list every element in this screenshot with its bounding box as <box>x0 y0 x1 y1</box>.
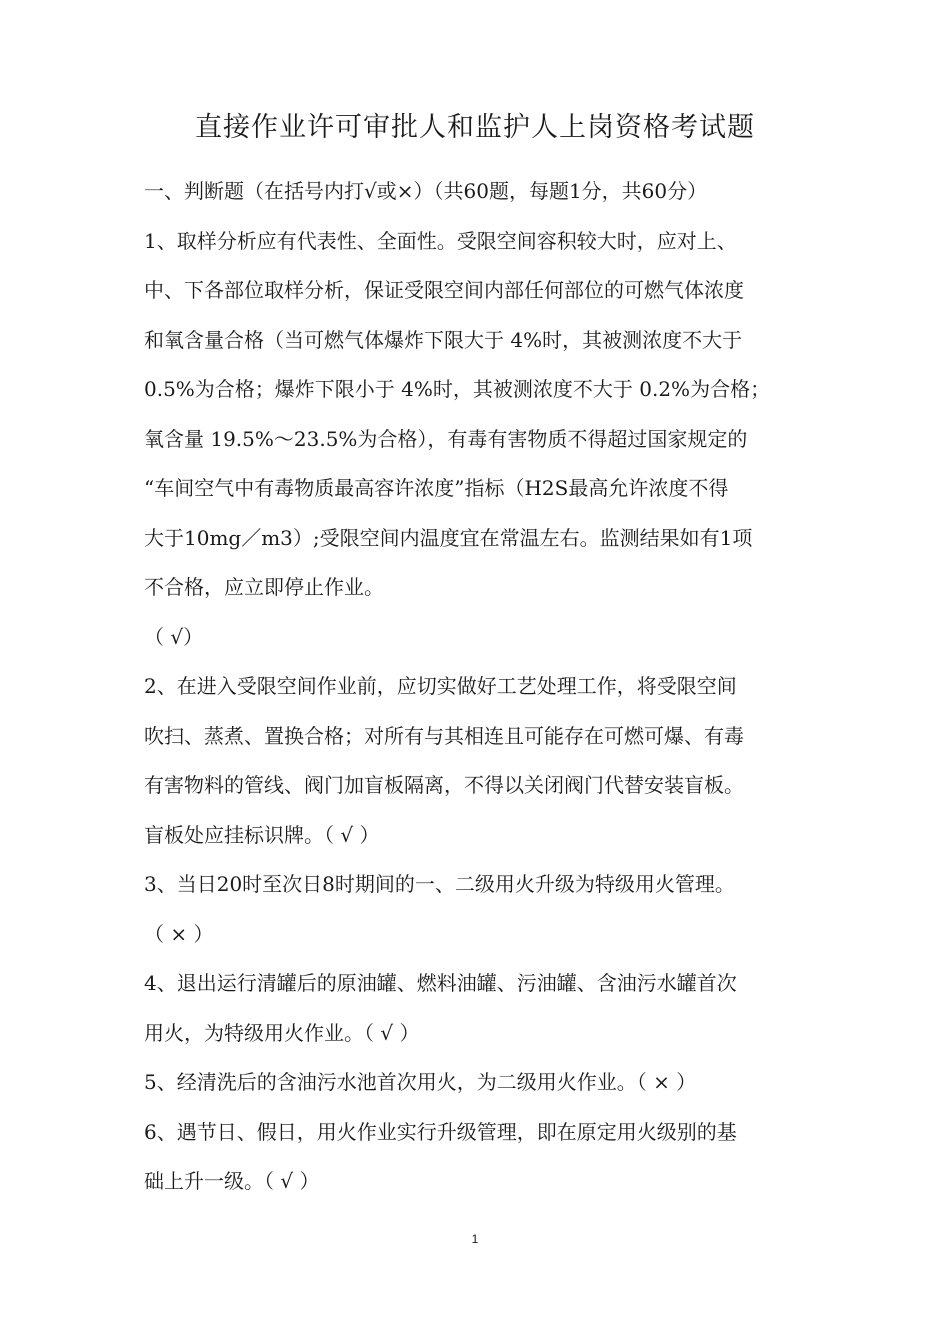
question-4-line-2: 用火，为特级用火作业。（ √ ） <box>144 1020 420 1045</box>
document-title: 直接作业许可审批人和监护人上岗资格考试题 <box>195 112 755 143</box>
question-1-line-3: 和氧含量合格（当可燃气体爆炸下限大于 4%时，其被测浓度不大于 <box>144 327 743 352</box>
question-1-line-5: 氧含量 19.5%～23.5%为合格），有毒有害物质不得超过国家规定的 <box>144 426 748 451</box>
question-1-answer: （ √） <box>144 624 204 649</box>
question-1-line-7: 大于10mg／m3）;受限空间内温度宜在常温左右。监测结果如有1项 <box>144 525 753 550</box>
question-1-line-2: 中、下各部位取样分析，保证受限空间内部任何部位的可燃气体浓度 <box>144 278 744 302</box>
question-6-line-2: 础上升一级。（ √ ） <box>144 1169 320 1193</box>
question-1-line-8: 不合格，应立即停止作业。 <box>144 575 384 599</box>
question-4-line-1: 4、退出运行清罐后的原油罐、燃料油罐、污油罐、含油污水罐首次 <box>144 971 737 995</box>
question-6-line-1: 6、遇节日、假日，用火作业实行升级管理，即在原定用火级别的基 <box>144 1119 737 1144</box>
question-1-line-6: “车间空气中有毒物质最高容许浓度”指标（H2S最高允许浓度不得 <box>144 476 729 500</box>
question-1-line-1: 1、取样分析应有代表性、全面性。受限空间容积较大时，应对上、 <box>144 228 737 253</box>
question-3-answer: （ × ） <box>144 921 214 946</box>
question-2-line-2: 吹扫、蒸煮、置换合格；对所有与其相连且可能存在可燃可爆、有毒 <box>144 723 744 748</box>
page-number: 1 <box>471 1232 479 1246</box>
question-3-line-1: 3、当日20时至次日8时期间的一、二级用火升级为特级用火管理。 <box>144 872 735 896</box>
section-heading-judgment: 一、判断题（在括号内打√或×）（共60题，每题1分，共60分） <box>144 179 708 203</box>
question-2-line-4: 盲板处应挂标识牌。（ √ ） <box>144 822 380 847</box>
question-5-line-1: 5、经清洗后的含油污水池首次用火，为二级用火作业。（ × ） <box>144 1070 697 1094</box>
document-body <box>144 167 808 1207</box>
question-1-line-4: 0.5%为合格；爆炸下限小于 4%时，其被测浓度不大于 0.2%为合格； <box>144 377 771 401</box>
question-2-line-3: 有害物料的管线、阀门加盲板隔离，不得以关闭阀门代替安装盲板。 <box>144 773 744 797</box>
question-2-line-1: 2、在进入受限空间作业前，应切实做好工艺处理工作，将受限空间 <box>144 674 737 698</box>
